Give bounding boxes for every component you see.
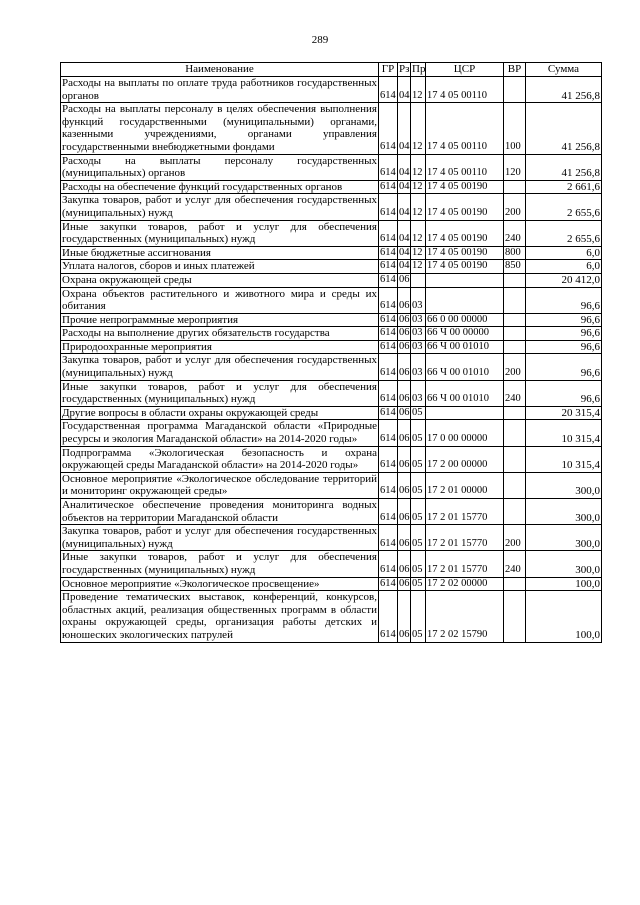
table-row	[61, 446, 602, 472]
cell-csr	[426, 406, 504, 420]
cell-csr: 66 Ч 00 01010	[426, 340, 504, 354]
cell-gr: 614	[379, 577, 398, 591]
cell-csr: 66 0 00 00000	[426, 313, 504, 327]
cell-sum: 10 315,4	[526, 420, 602, 446]
table-row	[61, 354, 602, 380]
cell-sum: 300,0	[526, 525, 602, 551]
table-row	[61, 180, 602, 194]
table-row	[61, 406, 602, 420]
cell-name: Закупка товаров, работ и услуг для обеспечения государственных (муниципальных) нужд	[62, 525, 377, 550]
cell-rz: 06	[398, 340, 411, 354]
cell-csr: 17 2 02 15790	[426, 591, 504, 642]
page-number: 289	[311, 34, 329, 46]
cell-sum: 300,0	[526, 499, 602, 525]
cell-sum: 96,6	[526, 354, 602, 380]
cell-vr: 850	[504, 260, 526, 274]
cell-vr: 100	[504, 103, 526, 154]
cell-name: Проведение тематических выставок, конференций, конкурсов, областных акций, реализация общественных программ в области охраны окружающей среды, организация работы детских и юношеских экологических патрулей	[62, 591, 377, 641]
cell-pr: 12	[411, 154, 426, 180]
table-row	[61, 313, 602, 327]
cell-sum: 6,0	[526, 260, 602, 274]
cell-sum: 6,0	[526, 246, 602, 260]
cell-name: Другие вопросы в области охраны окружающей среды	[61, 406, 379, 420]
cell-vr	[504, 273, 526, 287]
cell-rz: 06	[398, 354, 411, 380]
table-row	[61, 287, 602, 313]
cell-pr: 05	[411, 446, 426, 472]
cell-name: Государственная программа Магаданской области «Природные ресурсы и экология Магаданской области» на 2014-2020 годы»	[62, 420, 377, 446]
table-body	[61, 77, 602, 643]
cell-csr: 17 4 05 00190	[426, 220, 504, 246]
cell-pr: 03	[411, 354, 426, 380]
cell-csr: 17 4 05 00110	[426, 77, 504, 103]
cell-vr: 800	[504, 246, 526, 260]
cell-name: Основное мероприятие «Экологическое просвещение»	[61, 577, 379, 591]
cell-csr	[426, 287, 504, 313]
cell-csr: 17 2 02 00000	[426, 577, 504, 591]
cell-gr: 614	[379, 260, 398, 274]
cell-csr	[426, 273, 504, 287]
cell-name: Закупка товаров, работ и услуг для обеспечения государственных (муниципальных) нужд	[62, 194, 377, 219]
cell-name: Иные закупки товаров, работ и услуг для обеспечения государственных (муниципальных) нужд	[62, 220, 377, 246]
cell-rz: 06	[398, 591, 411, 642]
cell-sum: 300,0	[526, 472, 602, 498]
header-name: Наименование	[61, 63, 379, 77]
cell-pr: 05	[411, 525, 426, 551]
cell-gr: 614	[379, 77, 398, 103]
cell-sum: 41 256,8	[526, 154, 602, 180]
table-row	[61, 420, 602, 446]
cell-gr: 614	[379, 446, 398, 472]
cell-rz: 04	[398, 77, 411, 103]
cell-rz: 06	[398, 313, 411, 327]
cell-gr: 614	[379, 420, 398, 446]
cell-name: Иные закупки товаров, работ и услуг для обеспечения государственных (муниципальных) нужд	[62, 380, 377, 406]
cell-gr: 614	[379, 220, 398, 246]
cell-pr: 05	[411, 406, 426, 420]
cell-sum: 96,6	[526, 313, 602, 327]
cell-rz: 04	[398, 246, 411, 260]
cell-sum: 100,0	[526, 591, 602, 642]
cell-vr: 240	[504, 380, 526, 406]
cell-rz: 06	[398, 406, 411, 420]
cell-name: Основное мероприятие «Экологическое обследование территорий и мониторинг окружающей среды»	[62, 472, 377, 498]
table-header	[61, 63, 602, 77]
cell-rz: 04	[398, 260, 411, 274]
cell-csr: 17 2 01 15770	[426, 499, 504, 525]
cell-gr: 614	[379, 273, 398, 287]
cell-name: Иные закупки товаров, работ и услуг для обеспечения государственных (муниципальных) нужд	[62, 551, 377, 576]
cell-name: Охрана объектов растительного и животного мира и среды их обитания	[62, 287, 377, 313]
cell-csr: 17 2 00 00000	[426, 446, 504, 472]
cell-pr: 03	[411, 380, 426, 406]
table-row	[61, 260, 602, 274]
cell-pr: 12	[411, 220, 426, 246]
cell-pr: 05	[411, 472, 426, 498]
cell-vr	[504, 406, 526, 420]
cell-csr: 17 4 05 00190	[426, 194, 504, 220]
table-row	[61, 340, 602, 354]
cell-name: Природоохранные мероприятия	[61, 340, 379, 354]
cell-sum: 10 315,4	[526, 446, 602, 472]
cell-csr: 66 Ч 00 00000	[426, 327, 504, 341]
cell-gr: 614	[379, 591, 398, 642]
cell-pr: 12	[411, 103, 426, 154]
cell-vr: 240	[504, 220, 526, 246]
cell-gr: 614	[379, 354, 398, 380]
cell-gr: 614	[379, 154, 398, 180]
cell-rz: 04	[398, 220, 411, 246]
header-vr: ВР	[504, 63, 526, 77]
cell-gr: 614	[379, 246, 398, 260]
cell-gr: 614	[379, 406, 398, 420]
cell-name: Прочие непрограммные мероприятия	[61, 313, 379, 327]
cell-gr: 614	[379, 313, 398, 327]
cell-pr: 12	[411, 194, 426, 220]
cell-sum: 41 256,8	[526, 103, 602, 154]
cell-name: Расходы на выплаты персоналу в целях обеспечения выполнения функций государственными (муниципальными) органами, казенными учреждениями, органами управления государственными внебюджетными фондами	[62, 103, 377, 153]
cell-csr: 17 4 05 00110	[426, 154, 504, 180]
cell-name: Закупка товаров, работ и услуг для обеспечения государственных (муниципальных) нужд	[62, 354, 377, 380]
cell-vr	[504, 327, 526, 341]
cell-pr: 05	[411, 551, 426, 577]
cell-gr: 614	[379, 287, 398, 313]
cell-rz: 06	[398, 472, 411, 498]
cell-name: Расходы на выплаты персоналу государственных (муниципальных) органов	[62, 154, 377, 180]
cell-vr	[504, 180, 526, 194]
cell-name: Подпрограмма «Экологическая безопасность и охрана окружающей среды Магаданской области» на 2014-2020 годы»	[62, 446, 377, 472]
table-row	[61, 273, 602, 287]
cell-sum: 96,6	[526, 327, 602, 341]
cell-vr	[504, 313, 526, 327]
cell-sum: 41 256,8	[526, 77, 602, 103]
cell-vr: 200	[504, 525, 526, 551]
cell-rz: 06	[398, 420, 411, 446]
cell-sum: 100,0	[526, 577, 602, 591]
cell-vr	[504, 77, 526, 103]
cell-vr	[504, 591, 526, 642]
cell-pr: 05	[411, 420, 426, 446]
cell-gr: 614	[379, 499, 398, 525]
cell-name: Расходы на выплаты по оплате труда работников государственных органов	[62, 77, 377, 102]
cell-sum: 96,6	[526, 287, 602, 313]
cell-csr: 66 Ч 00 01010	[426, 380, 504, 406]
cell-gr: 614	[379, 380, 398, 406]
budget-table	[60, 62, 602, 643]
table-row	[61, 551, 602, 577]
cell-gr: 614	[379, 525, 398, 551]
cell-rz: 06	[398, 525, 411, 551]
cell-rz: 04	[398, 103, 411, 154]
table-row	[61, 380, 602, 406]
cell-vr	[504, 499, 526, 525]
table-row	[61, 77, 602, 103]
cell-pr: 03	[411, 287, 426, 313]
cell-gr: 614	[379, 340, 398, 354]
cell-vr	[504, 340, 526, 354]
cell-gr: 614	[379, 551, 398, 577]
cell-name: Аналитическое обеспечение проведения мониторинга водных объектов на территории Магаданской области	[62, 499, 377, 524]
cell-rz: 06	[398, 499, 411, 525]
cell-vr	[504, 577, 526, 591]
table-row	[61, 194, 602, 220]
cell-name: Расходы на обеспечение функций государственных органов	[61, 180, 379, 194]
cell-vr	[504, 287, 526, 313]
table-row	[61, 220, 602, 246]
cell-pr: 12	[411, 77, 426, 103]
cell-vr: 200	[504, 194, 526, 220]
header-sum: Сумма	[526, 63, 602, 77]
cell-vr: 240	[504, 551, 526, 577]
header-pr: Пр	[412, 63, 426, 76]
table-row	[61, 246, 602, 260]
cell-rz: 06	[398, 287, 411, 313]
cell-rz: 06	[398, 446, 411, 472]
cell-sum: 2 661,6	[526, 180, 602, 194]
cell-gr: 614	[379, 180, 398, 194]
cell-pr: 03	[411, 313, 426, 327]
cell-pr: 05	[411, 577, 426, 591]
cell-vr: 120	[504, 154, 526, 180]
cell-sum: 20 315,4	[526, 406, 602, 420]
cell-sum: 96,6	[526, 380, 602, 406]
cell-name: Охрана окружающей среды	[61, 273, 379, 287]
cell-pr	[411, 273, 426, 287]
cell-csr: 17 4 05 00190	[426, 180, 504, 194]
table-row	[61, 327, 602, 341]
cell-rz: 04	[398, 194, 411, 220]
cell-pr: 05	[411, 499, 426, 525]
table-row	[61, 472, 602, 498]
cell-sum: 300,0	[526, 551, 602, 577]
table-row	[61, 525, 602, 551]
cell-vr	[504, 420, 526, 446]
cell-sum: 2 655,6	[526, 220, 602, 246]
cell-sum: 2 655,6	[526, 194, 602, 220]
cell-rz: 06	[398, 327, 411, 341]
header-gr: ГР	[379, 63, 398, 77]
cell-name: Иные бюджетные ассигнования	[61, 246, 379, 260]
cell-gr: 614	[379, 194, 398, 220]
cell-csr: 17 0 00 00000	[426, 420, 504, 446]
cell-csr: 17 4 05 00110	[426, 103, 504, 154]
cell-vr: 200	[504, 354, 526, 380]
header-rz: Рз	[399, 63, 410, 76]
cell-csr: 17 2 01 00000	[426, 472, 504, 498]
cell-csr: 17 4 05 00190	[426, 246, 504, 260]
cell-gr: 614	[379, 327, 398, 341]
cell-gr: 614	[379, 472, 398, 498]
cell-sum: 96,6	[526, 340, 602, 354]
cell-rz: 06	[398, 380, 411, 406]
table-row	[61, 499, 602, 525]
cell-pr: 12	[411, 260, 426, 274]
cell-vr	[504, 446, 526, 472]
cell-pr: 03	[411, 340, 426, 354]
table-row	[61, 103, 602, 154]
cell-csr: 17 2 01 15770	[426, 551, 504, 577]
cell-pr: 03	[411, 327, 426, 341]
cell-pr: 12	[411, 246, 426, 260]
cell-name: Уплата налогов, сборов и иных платежей	[61, 260, 379, 274]
cell-pr: 05	[411, 591, 426, 642]
cell-csr: 17 4 05 00190	[426, 260, 504, 274]
table-row	[61, 591, 602, 642]
cell-csr: 66 Ч 00 01010	[426, 354, 504, 380]
table-row	[61, 154, 602, 180]
cell-gr: 614	[379, 103, 398, 154]
cell-rz: 06	[398, 577, 411, 591]
cell-csr: 17 2 01 15770	[426, 525, 504, 551]
table-row	[61, 577, 602, 591]
cell-rz: 06	[398, 273, 411, 287]
header-csr: ЦСР	[426, 63, 504, 77]
cell-pr: 12	[411, 180, 426, 194]
cell-sum: 20 412,0	[526, 273, 602, 287]
cell-rz: 04	[398, 154, 411, 180]
cell-rz: 06	[398, 551, 411, 577]
cell-rz: 04	[398, 180, 411, 194]
cell-name: Расходы на выполнение других обязательств государства	[61, 327, 379, 341]
cell-vr	[504, 472, 526, 498]
